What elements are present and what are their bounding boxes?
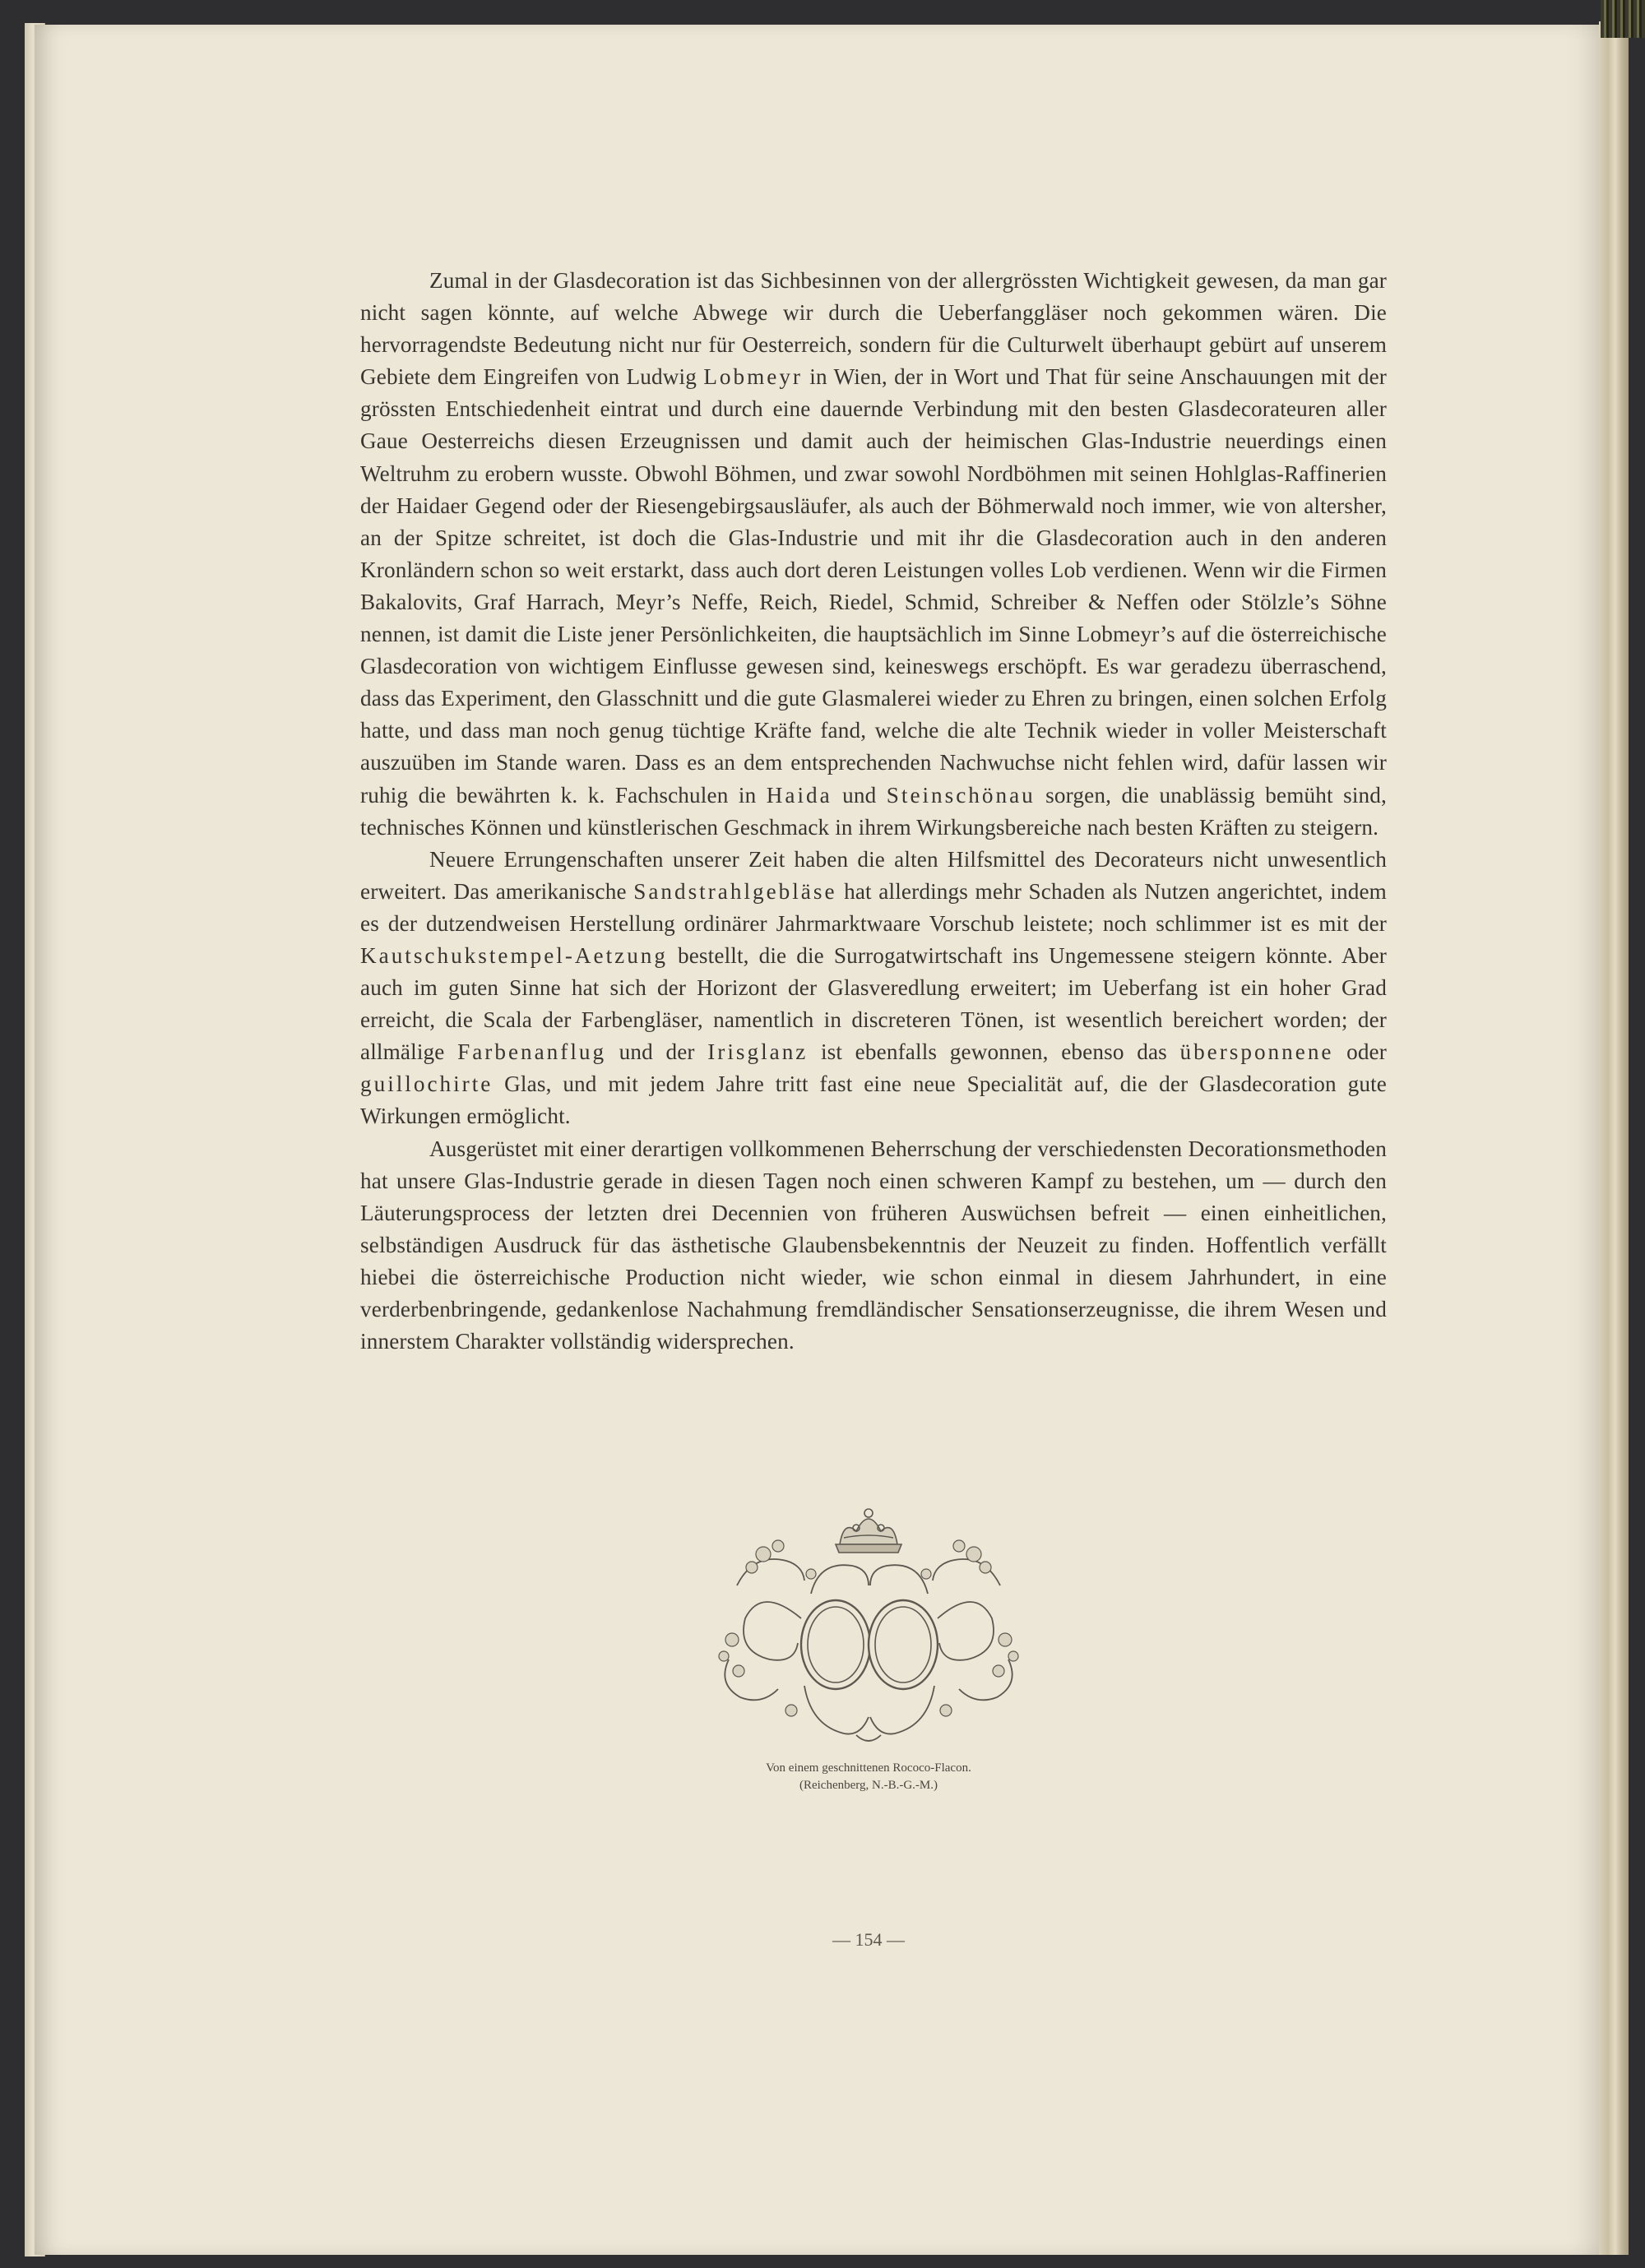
book-cover-edge bbox=[1601, 0, 1645, 38]
caption-line-2: (Reichenberg, N.-B.-G.-M.) bbox=[799, 1779, 938, 1792]
spaced-emphasis: Sandstrahlgebläse bbox=[633, 878, 837, 904]
rococo-flacon-ornament bbox=[712, 1495, 1025, 1747]
spaced-emphasis: Lobmeyr bbox=[703, 364, 803, 390]
spaced-emphasis: Haida bbox=[766, 782, 832, 808]
paragraph-1 bbox=[360, 265, 1387, 844]
page-number: — 154 — bbox=[832, 1929, 905, 1950]
text-run: sorgen, die unablässig bemüht sind, technisches Können und künstlerischen Geschmack in ihrem Wirkungsbereiche nach besten Kräften zu steigern. bbox=[360, 782, 1387, 840]
paragraph-3 bbox=[360, 1133, 1387, 1358]
page-edge-stack bbox=[1599, 21, 1629, 2255]
text-run: Zumal in der Glasdecoration ist das Sichbesinnen von der allergrössten Wichtigkeit gewesen, da man gar nicht sagen könnte, auf welche Abwege wir durch die Ueberfanggläser noch gekommen wären. Die hervorragendste Bedeutung nicht nur für Oesterreich, sondern für die Culturwelt überhaupt gebürt auf unserem Gebiete dem Eingreifen von Ludwig bbox=[360, 268, 1387, 390]
text-run: oder bbox=[1333, 1039, 1387, 1065]
spaced-emphasis: Kautschukstempel-Aetzung bbox=[360, 942, 668, 968]
text-run: und bbox=[832, 782, 887, 808]
caption-line-1: Von einem geschnittenen Rococo-Flacon. bbox=[766, 1761, 971, 1775]
text-run: und der bbox=[606, 1039, 708, 1065]
text-run: Glas, und mit jedem Jahre tritt fast eine neue Specialität auf, die der Glasdecoration gute Wirkungen ermöglicht. bbox=[360, 1072, 1387, 1129]
text-run: ist ebenfalls gewonnen, ebenso das bbox=[808, 1039, 1180, 1065]
body-text bbox=[360, 265, 1387, 1358]
spaced-emphasis: Farbenanflug bbox=[457, 1039, 607, 1065]
figure-caption bbox=[658, 1760, 1079, 1794]
text-run: Neuere Errungenschaften unserer Zeit haben die alten Hilfsmittel des Decorateurs nicht unwesentlich erweitert. Das amerikanische bbox=[360, 846, 1387, 904]
twin-cartouche bbox=[801, 1600, 938, 1689]
spaced-emphasis: übersponnene bbox=[1179, 1039, 1334, 1065]
text-run: in Wien, der in Wort und That für seine Anschauungen mit der grössten Entschiedenheit eintrat und durch eine dauernde Verbindung mit den besten Glasdecorateuren aller Gaue Oesterreichs diesen Erzeugnissen und damit auch der heimischen Glas-Industrie neuerdings einen Weltruhm zu erobern wusste. Obwohl Böhmen, und zwar sowohl Nordböhmen mit seinen Hohlglas-Raffinerien der Haidaer Gegend oder der Riesengebirgsausläufer, als auch der Böhmerwald noch immer, wie von altersher, an der Spitze schreitet, ist doch die Glas-Industrie und mit ihr die Glasdecoration auch in den anderen Kronländern schon so weit erstarkt, dass auch dort deren Leistungen volles Lob verdienen. Wenn wir die Firmen Bakalovits, Graf Harrach, Meyr’s Neffe, Reich, Riedel, Schmid, Schreiber & Neffen oder Stölzle’s Söhne nennen, ist damit die Liste jener Persönlichkeiten, die hauptsächlich im Sinne Lobmeyr’s auf die österreichische Glasdecoration von wichtigem Einflusse gewesen sind, keineswegs erschöpft. Es war geradezu überraschend, dass das Experiment, den Glasschnitt und die gute Glasmalerei wieder zu Ehren zu bringen, einen solchen Erfolg hatte, und dass man noch genug tüchtige Kräfte fand, welche die alte Technik wieder in voller Meisterschaft auszuüben im Stande waren. Dass es an dem entsprechenden Nachwuchse nicht fehlen wird, dafür lassen wir ruhig die bewährten k. k. Fachschulen in bbox=[360, 364, 1387, 808]
spaced-emphasis: Irisglanz bbox=[707, 1039, 809, 1065]
text-run: Ausgerüstet mit einer derartigen vollkommenen Beherrschung der verschiedensten Decorationsmethoden hat unsere Glas-Industrie gerade in diesen Tagen noch einen schweren Kampf zu bestehen, um — durch den Läuterungsprocess der letzten drei Decennien von früheren Auswüchsen befreit — einen einheitlichen, selbständigen Ausdruck für das ästhetische Glaubensbekenntnis der Neuzeit zu finden. Hoffentlich verfällt hiebei die österreichische Production nicht wieder, wie schon einmal in diesem Jahrhundert, in eine verderbenbringende, gedankenlose Nachahmung fremdländischer Sensationserzeugnisse, die ihrem Wesen und innerstem Charakter vollständig widersprechen. bbox=[360, 1136, 1387, 1354]
spaced-emphasis: guillochirte bbox=[360, 1072, 494, 1097]
text-run: bestellt, die die Surrogatwirtschaft ins Ungemessene steigern könnte. Aber auch im guten Sinne hat sich der Horizont der Glasveredlung erweitert; im Ueberfang ist ein hoher Grad erreicht, die Scala der Farbengläser, namentlich in discreteren Tönen, ist wesentlich bereichert worden; der allmälige bbox=[360, 942, 1387, 1065]
spaced-emphasis: Steinschönau bbox=[886, 782, 1036, 808]
paragraph-2 bbox=[360, 844, 1387, 1133]
crown-icon bbox=[836, 1509, 901, 1553]
text-run: hat allerdings mehr Schaden als Nutzen angerichtet, indem es der dutzendweisen Herstellung ordinärer Jahrmarktwaare Vorschub leistete; noch schlimmer ist es mit der bbox=[360, 878, 1387, 936]
